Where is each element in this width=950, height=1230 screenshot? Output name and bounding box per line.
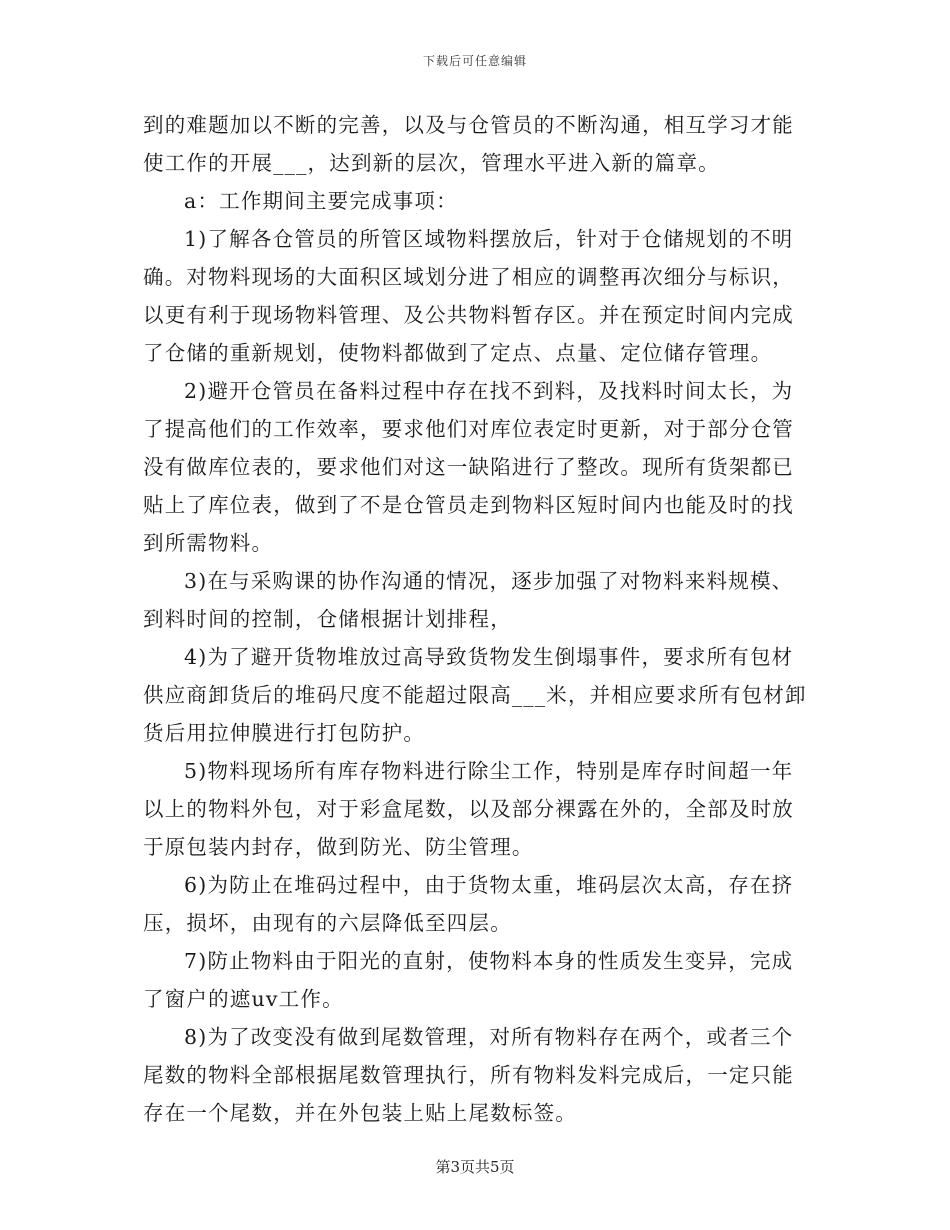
list-item-2-start: 2)避开仓管员在备料过程中存在找不到料，及找料时间太长，为 xyxy=(184,379,794,403)
text-line: 以更有利于现场物料管理、及公共物料暂存区。并在预定时间内完成 xyxy=(143,303,794,327)
text-line: 以上的物料外包，对于彩盒尾数，以及部分裸露在外的，全部及时放 xyxy=(143,797,794,821)
section-heading: a：工作期间主要完成事项： xyxy=(184,189,458,213)
text-line: 尾数的物料全部根据尾数管理执行，所有物料发料完成后，一定只能 xyxy=(143,1063,794,1087)
list-item-8-start: 8)为了改变没有做到尾数管理，对所有物料存在两个，或者三个 xyxy=(184,1025,794,1049)
text-line: 压，损坏，由现有的六层降低至四层。 xyxy=(143,911,512,935)
text-line: 到的难题加以不断的完善，以及与仓管员的不断沟通，相互学习才能 xyxy=(143,113,794,137)
text-line: 到所需物料。 xyxy=(143,531,274,555)
text-line: 使工作的开展___，达到新的层次，管理水平进入新的篇章。 xyxy=(143,151,720,175)
text-line: 于原包装内封存，做到防光、防尘管理。 xyxy=(143,835,534,859)
page-number: 第3页共5页 xyxy=(435,1158,515,1176)
text-line: 确。对物料现场的大面积区域划分进了相应的调整再次细分与标识， xyxy=(143,265,794,289)
text-line: 货后用拉伸膜进行打包防护。 xyxy=(143,721,426,745)
text-line: 没有做库位表的，要求他们对这一缺陷进行了整改。现所有货架都已 xyxy=(143,455,794,479)
list-item-4-start: 4)为了避开货物堆放过高导致货物发生倒塌事件，要求所有包材 xyxy=(184,645,794,669)
text-line: 了提高他们的工作效率，要求他们对库位表定时更新，对于部分仓管 xyxy=(143,417,794,441)
list-item-7-start: 7)防止物料由于阳光的直射，使物料本身的性质发生变异，完成 xyxy=(184,949,794,973)
text-line: 存在一个尾数，并在外包装上贴上尾数标签。 xyxy=(143,1101,577,1125)
text-line: 供应商卸货后的堆码尺度不能超过限高___米，并相应要求所有包材卸 xyxy=(143,683,807,707)
list-item-1-start: 1)了解各仓管员的所管区域物料摆放后，针对于仓储规划的不明 xyxy=(184,227,794,251)
document-body xyxy=(143,106,809,1132)
list-item-6-start: 6)为防止在堆码过程中，由于货物太重，堆码层次太高，存在挤 xyxy=(184,873,794,897)
list-item-3-start: 3)在与采购课的协作沟通的情况，逐步加强了对物料来料规模、 xyxy=(184,569,794,593)
list-item-5-start: 5)物料现场所有库存物料进行除尘工作，特别是库存时间超一年 xyxy=(184,759,794,783)
page-header: 下载后可任意编辑 xyxy=(422,54,527,68)
text-line: 了窗户的遮uv工作。 xyxy=(143,987,344,1011)
text-line: 到料时间的控制，仓储根据计划排程， xyxy=(143,607,512,631)
text-line: 贴上了库位表，做到了不是仓管员走到物料区短时间内也能及时的找 xyxy=(143,493,794,517)
text-line: 了仓储的重新规划，使物料都做到了定点、点量、定位储存管理。 xyxy=(143,341,773,365)
